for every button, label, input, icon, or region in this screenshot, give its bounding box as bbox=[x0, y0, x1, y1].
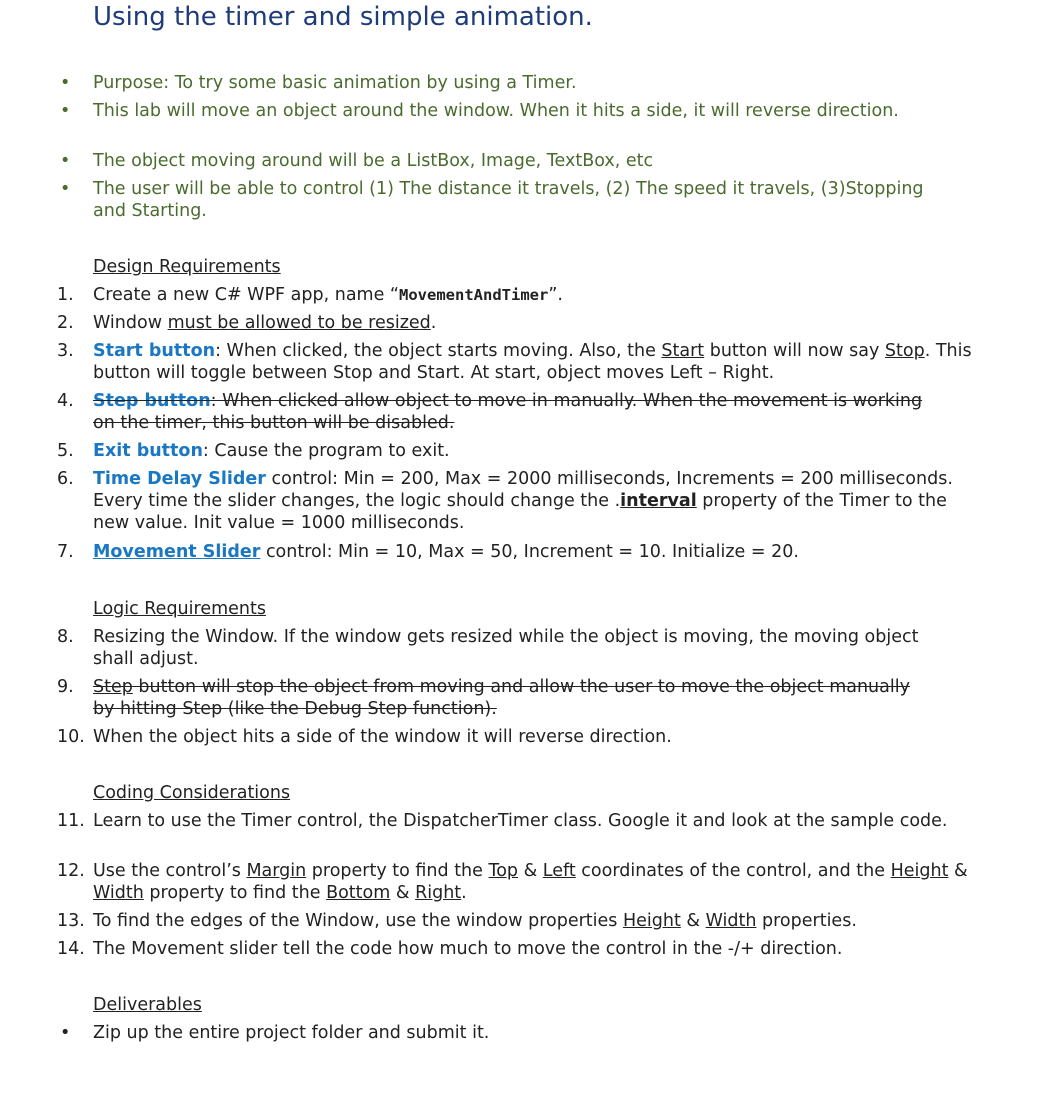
item-text: property to find the bbox=[143, 883, 327, 903]
item-number: 1. bbox=[57, 285, 74, 305]
item-text: properties. bbox=[756, 911, 857, 931]
item-text: control: Min = 200, Max = 2000 milliseconds, Increments = 200 milliseconds. Every time the slider changes, the logic should change the . bbox=[93, 469, 953, 511]
page-title: Using the timer and simple animation. bbox=[93, 2, 593, 32]
item-text: : Cause the program to exit. bbox=[202, 441, 450, 461]
underlined-text: Height bbox=[622, 911, 681, 931]
item-number: 10. bbox=[57, 727, 85, 747]
item-text: When the object hits a side of the window it will reverse direction. bbox=[93, 727, 672, 747]
item-text: control: Min = 10, Max = 50, Increment = 10. Initialize = 20. bbox=[260, 542, 799, 562]
deliverables-list bbox=[0, 1022, 1039, 1050]
list-item bbox=[0, 910, 1039, 938]
list-item bbox=[0, 440, 1039, 468]
item-text: Learn to use the Timer control, the DispatcherTimer class. Google it and look at the sample code. bbox=[93, 811, 948, 831]
item-number: 3. bbox=[57, 341, 74, 361]
item-number: 4. bbox=[57, 391, 74, 411]
underlined-text: Step bbox=[93, 677, 133, 697]
exit-button-label: Exit button bbox=[93, 441, 203, 461]
underlined-text: Top bbox=[488, 861, 519, 881]
intro-text: Purpose: To try some basic animation by using a Timer. bbox=[93, 73, 577, 93]
section-heading-logic: Logic Requirements bbox=[93, 599, 266, 619]
item-number: 11. bbox=[57, 811, 85, 831]
movement-slider-label: Movement Slider bbox=[93, 542, 261, 562]
list-item bbox=[0, 150, 1039, 178]
item-text: To find the edges of the Window, use the window properties bbox=[93, 911, 623, 931]
intro-text: The user will be able to control (1) The distance it travels, (2) The speed it travels, (3)Stopping and Starting. bbox=[93, 179, 924, 221]
bullet-icon: • bbox=[60, 151, 71, 171]
underlined-text: must be allowed to be resized bbox=[167, 313, 431, 333]
item-text: & bbox=[948, 861, 968, 881]
item-text: Resizing the Window. If the window gets resized while the object is moving, the moving object shall adjust. bbox=[93, 627, 919, 669]
list-item bbox=[0, 284, 1039, 312]
item-text: button will stop the object from moving and allow the user to move the object manually by hitting Step (like the Debug Step function). bbox=[93, 677, 910, 719]
coding-list bbox=[0, 810, 1039, 966]
item-text: . bbox=[430, 313, 437, 333]
item-number: 12. bbox=[57, 861, 85, 881]
item-text: coordinates of the control, and the bbox=[575, 861, 891, 881]
item-text: . This button will toggle between Stop and Start. At start, object moves Left – Right. bbox=[93, 341, 972, 383]
item-text: : When clicked allow object to move in manually. When the movement is working on the timer, this button will be disabled. bbox=[93, 391, 923, 433]
underlined-text: Left bbox=[542, 861, 576, 881]
item-number: 13. bbox=[57, 911, 85, 931]
item-text: Window bbox=[93, 313, 168, 333]
time-delay-slider-label: Time Delay Slider bbox=[93, 469, 266, 489]
item-number: 7. bbox=[57, 542, 74, 562]
bullet-icon: • bbox=[60, 1023, 71, 1043]
list-item bbox=[0, 726, 1039, 754]
list-item bbox=[0, 178, 953, 228]
list-item bbox=[0, 390, 933, 440]
start-button-label: Start button bbox=[93, 341, 216, 361]
item-text: Use the control’s bbox=[93, 861, 247, 881]
list-item bbox=[0, 340, 973, 390]
list-item bbox=[0, 72, 1039, 100]
underlined-text: Width bbox=[705, 911, 757, 931]
bullet-icon: • bbox=[60, 73, 71, 93]
step-button-label: Step button bbox=[93, 391, 211, 411]
list-item bbox=[0, 541, 1039, 569]
item-text: . bbox=[461, 883, 467, 903]
item-number: 8. bbox=[57, 627, 74, 647]
bullet-icon: • bbox=[60, 101, 71, 121]
item-number: 14. bbox=[57, 939, 85, 959]
item-text: Zip up the entire project folder and submit it. bbox=[93, 1023, 490, 1043]
item-text: Create a new C# WPF app, name “ bbox=[93, 285, 399, 305]
item-number: 9. bbox=[57, 677, 74, 697]
list-item bbox=[0, 938, 1039, 966]
item-text: & bbox=[390, 883, 416, 903]
underlined-text: Stop bbox=[884, 341, 925, 361]
list-item bbox=[0, 860, 973, 910]
section-heading-design: Design Requirements bbox=[93, 257, 281, 277]
section-heading-coding: Coding Considerations bbox=[93, 783, 291, 803]
bullet-icon: • bbox=[60, 179, 71, 199]
item-number: 5. bbox=[57, 441, 74, 461]
code-text: MovementAndTimer bbox=[399, 286, 549, 304]
intro-list bbox=[0, 72, 1039, 228]
underlined-text: Start bbox=[661, 341, 705, 361]
section-heading-deliverables: Deliverables bbox=[93, 995, 202, 1015]
list-item bbox=[0, 810, 973, 860]
item-text: button will now say bbox=[704, 341, 885, 361]
intro-text: The object moving around will be a ListBox, Image, TextBox, etc bbox=[93, 151, 654, 171]
logic-list bbox=[0, 626, 1039, 754]
item-number: 2. bbox=[57, 313, 74, 333]
item-text: The Movement slider tell the code how much to move the control in the -/+ direction. bbox=[93, 939, 843, 959]
list-item bbox=[0, 676, 913, 726]
intro-text: This lab will move an object around the window. When it hits a side, it will reverse direction. bbox=[93, 101, 899, 121]
bold-text: interval bbox=[620, 491, 697, 511]
item-text: & bbox=[680, 911, 706, 931]
list-item bbox=[0, 100, 953, 150]
list-item bbox=[0, 1022, 1039, 1050]
item-number: 6. bbox=[57, 469, 74, 489]
list-item bbox=[0, 468, 973, 541]
underlined-text: Margin bbox=[246, 861, 307, 881]
item-text: property of the Timer to the new value. Init value = 1000 milliseconds. bbox=[93, 491, 947, 533]
underlined-text: Width bbox=[93, 883, 144, 903]
list-item bbox=[0, 626, 953, 676]
underlined-text: Bottom bbox=[326, 883, 391, 903]
underlined-text: Height bbox=[890, 861, 949, 881]
item-text: ”. bbox=[548, 285, 563, 305]
item-text: & bbox=[518, 861, 543, 881]
design-list bbox=[0, 284, 1039, 569]
list-item bbox=[0, 312, 1039, 340]
item-text: : When clicked, the object starts moving. Also, the bbox=[215, 341, 662, 361]
underlined-text: Right bbox=[415, 883, 462, 903]
item-text: property to find the bbox=[306, 861, 489, 881]
